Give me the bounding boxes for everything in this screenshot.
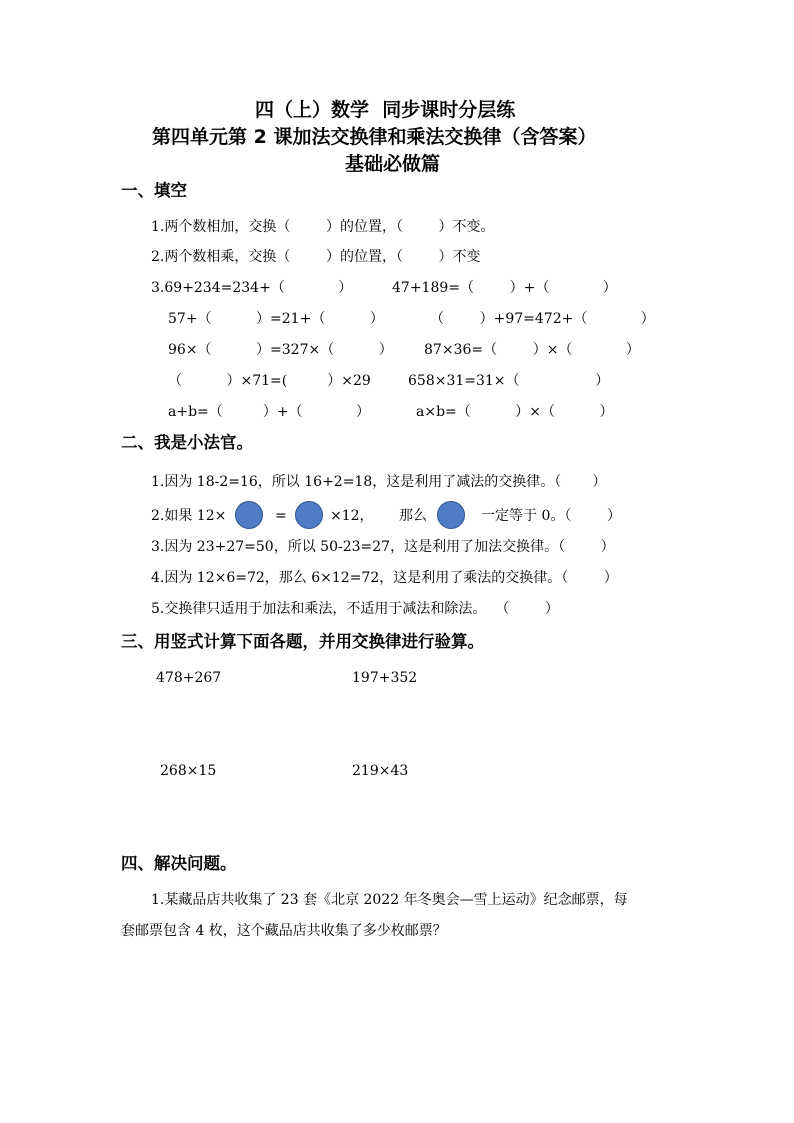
- judge-item-2-prefix: 2.如果 12×: [151, 508, 227, 524]
- calc-problem-1: 478+267: [156, 670, 222, 686]
- fill-row-5-right: a×b=（ ）×（ ）: [416, 404, 614, 420]
- fill-row-4-left: （ ）×71=( ）×29: [168, 373, 371, 389]
- judge-item-4: 4.因为 12×6=72，那么 6×12=72，这是利用了乘法的交换律。（ ）: [151, 570, 618, 586]
- section-fill-blank-heading: 一、填空: [121, 181, 187, 200]
- judge-item-3: 3.因为 23+27=50，所以 50-23=27，这是利用了加法交换律。（ ）: [151, 539, 615, 555]
- worksheet-title: 四（上）数学 同步课时分层练: [255, 99, 516, 121]
- lesson-title: 第四单元第 2 课加法交换律和乘法交换律（含答案）: [152, 126, 597, 148]
- fill-row-2-left: 57+（ ）=21+（ ）: [168, 311, 384, 327]
- judge-item-1: 1.因为 18-2=16，所以 16+2=18，这是利用了减法的交换律。（ ）: [151, 474, 607, 490]
- calc-problem-3: 268×15: [160, 763, 217, 779]
- calc-problem-4: 219×43: [352, 763, 409, 779]
- fill-row-4-right: 658×31=31×（ ）: [408, 373, 610, 389]
- judge-item-2-equals: =: [275, 508, 287, 524]
- word-problem-1-line-1: 1.某藏品店共收集了 23 套《北京 2022 年冬奥会—雪上运动》纪念邮票，每: [151, 892, 628, 908]
- circle-placeholder-icon: [295, 501, 323, 529]
- fill-item-3-left: 3.69+234=234+（ ）: [151, 280, 353, 296]
- word-problem-1-line-2: 套邮票包含 4 枚，这个藏品店共收集了多少枚邮票？: [121, 923, 447, 939]
- fill-item-1: 1.两个数相加，交换（ ）的位置，（ ）不变。: [151, 219, 495, 235]
- fill-item-3-right: 47+189=（ ）+（ ）: [392, 280, 617, 296]
- fill-row-5-left: a+b=（ ）+（ ）: [168, 404, 370, 420]
- fill-row-2-right: （ ）+97=472+（ ）: [430, 311, 655, 327]
- section-vertical-calc-heading: 三、用竖式计算下面各题，并用交换律进行验算。: [121, 632, 484, 651]
- fill-item-2: 2.两个数相乘，交换（ ）的位置，（ ）不变: [151, 249, 481, 265]
- judge-item-2-times: ×12，: [330, 508, 374, 524]
- judge-item-2-suffix: 一定等于 0。（ ）: [481, 508, 621, 524]
- calc-problem-2: 197+352: [352, 670, 418, 686]
- section-word-problem-heading: 四、解决问题。: [121, 854, 237, 873]
- fill-row-3-left: 96×（ ）=327×（ ）: [168, 342, 393, 358]
- fill-row-3-right: 87×36=（ ）×（ ）: [424, 342, 640, 358]
- level-title: 基础必做篇: [345, 153, 441, 175]
- section-judge-heading: 二、我是小法官。: [121, 433, 253, 452]
- circle-placeholder-icon: [235, 501, 263, 529]
- judge-item-2-then: 那么: [399, 508, 427, 524]
- circle-placeholder-icon: [437, 501, 465, 529]
- judge-item-5: 5.交换律只适用于加法和乘法，不适用于减法和除法。 （ ）: [151, 601, 559, 617]
